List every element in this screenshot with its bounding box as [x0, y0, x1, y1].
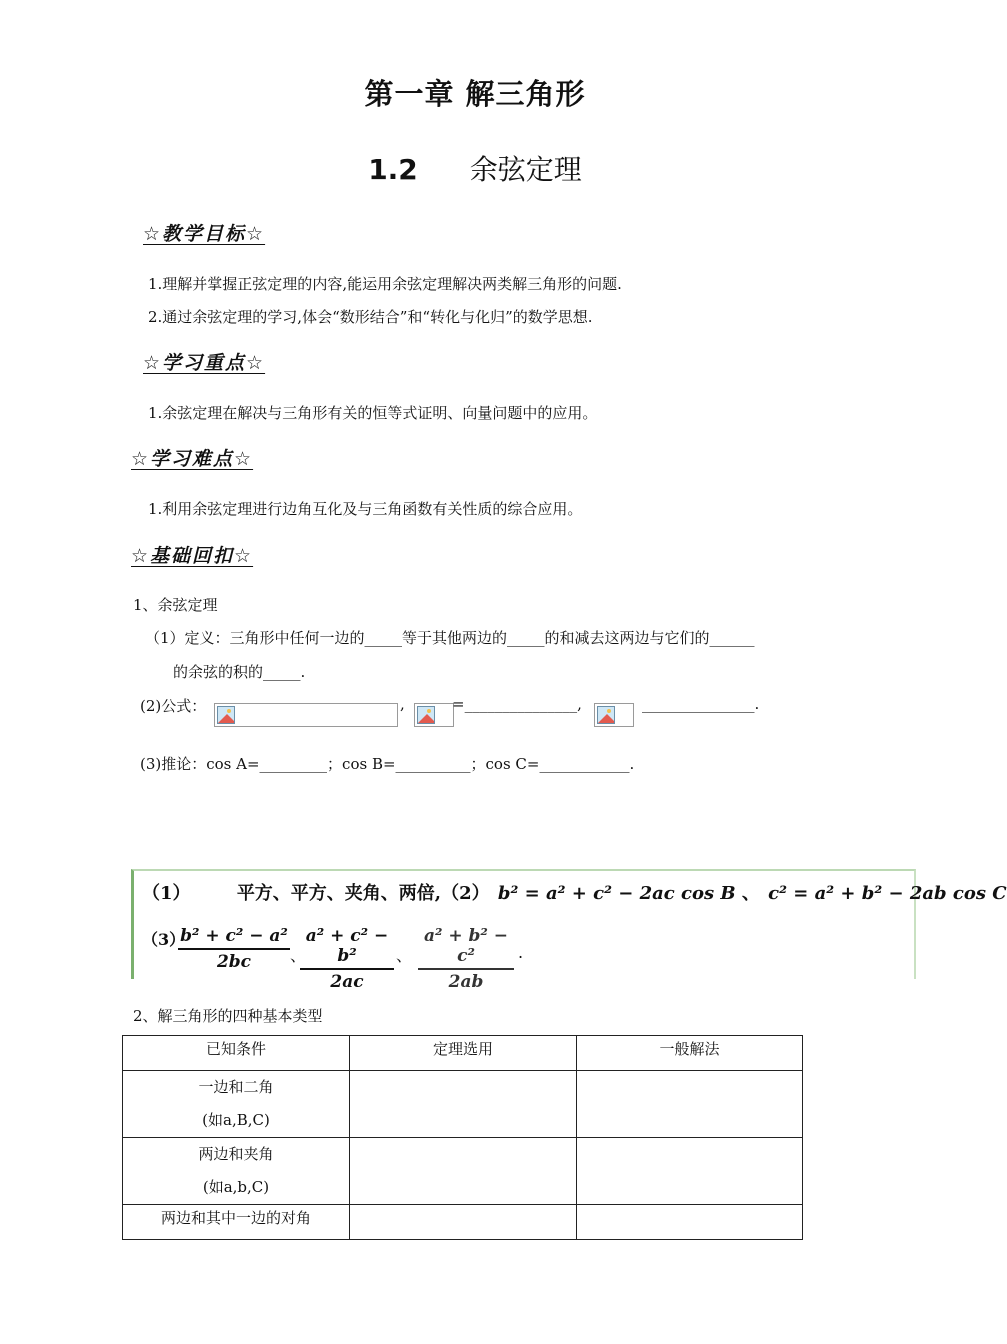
- fraction-cos-b-num: a² + c² − b²: [300, 926, 394, 970]
- table-cell-condition: [123, 1205, 350, 1240]
- difficulties-heading: ☆学习难点☆: [131, 448, 254, 470]
- table-row: [123, 1205, 803, 1240]
- condition-text: 两边和夹角: [198, 1145, 274, 1163]
- fraction-separator-1: 、: [290, 946, 307, 965]
- broken-image-icon: [597, 706, 615, 724]
- goal-item-1: 1.理解并掌握正弦定理的内容,能运用余弦定理解决两类解三角形的问题.: [148, 275, 622, 293]
- condition-example: (如a,b,C): [202, 1178, 270, 1196]
- formula-cos-b: b² = a² + c² − 2ac cos B: [497, 883, 736, 904]
- triangle-types-table: [122, 1035, 803, 1240]
- table-header: 定理选用: [350, 1036, 577, 1071]
- section-number: 1.2: [368, 153, 418, 186]
- chapter-title: 第一章 解三角形: [364, 77, 586, 111]
- table-cell-method: [577, 1205, 803, 1240]
- fraction-cos-a: [178, 926, 290, 972]
- table-cell-theorem: [350, 1071, 577, 1138]
- q1-title: 1、余弦定理: [133, 596, 218, 614]
- section-title: [0, 148, 950, 188]
- condition-text: 两边和其中一边的对角: [160, 1209, 311, 1227]
- fraction-cos-c: [418, 926, 514, 992]
- fraction-cos-a-num: b² + c² − a²: [178, 926, 290, 950]
- formula-image-1: [214, 703, 398, 727]
- table-cell-condition: [123, 1071, 350, 1138]
- broken-image-icon: [217, 706, 235, 724]
- table-cell-theorem: [350, 1138, 577, 1205]
- key-points-heading: ☆学习重点☆: [143, 352, 266, 374]
- fraction-cos-c-num: a² + b² − c²: [418, 926, 514, 970]
- formula-separator: ,: [400, 695, 405, 713]
- corollary-line: (3)推论：cos A=_________；cos B=__________；cos C=____________.: [140, 755, 635, 773]
- formula-label: (2)公式：: [140, 697, 207, 715]
- difficulty-item-1: 1.利用余弦定理进行边角互化及与三角函数有关性质的综合应用。: [148, 500, 583, 518]
- fraction-cos-c-den: 2ab: [448, 972, 484, 992]
- answer-image: [131, 869, 1007, 992]
- goal-item-2: 2.通过余弦定理的学习,体会“数形结合”和“转化与化归”的数学思想.: [148, 308, 593, 326]
- table-row: [123, 1138, 803, 1205]
- formula-image-3: [594, 703, 634, 727]
- formula-end-blank: _______________.: [642, 695, 760, 713]
- fraction-cos-b: [300, 926, 394, 992]
- table-cell-method: [577, 1071, 803, 1138]
- answer-separator: 、: [741, 883, 760, 904]
- answer-label-1: （1）: [142, 883, 191, 904]
- table-header: 一般解法: [577, 1036, 803, 1071]
- fraction-cos-b-den: 2ac: [330, 972, 364, 992]
- goals-heading: ☆教学目标☆: [143, 223, 266, 245]
- definition-line-1: （1）定义：三角形中任何一边的_____等于其他两边的_____的和减去这两边与它们的______: [145, 629, 755, 647]
- table-header: 已知条件: [123, 1036, 350, 1071]
- table-cell-method: [577, 1138, 803, 1205]
- table-cell-theorem: [350, 1205, 577, 1240]
- basics-heading: ☆基础回扣☆: [131, 545, 254, 567]
- formula-image-2: [414, 703, 454, 727]
- formula-equals-blank: =_______________,: [452, 695, 582, 713]
- condition-text: 一边和二角: [198, 1078, 274, 1096]
- key-point-item-1: 1.余弦定理在解决与三角形有关的恒等式证明、向量问题中的应用。: [148, 404, 598, 422]
- table-cell-condition: [123, 1138, 350, 1205]
- table-row: [123, 1071, 803, 1138]
- broken-image-icon: [417, 706, 435, 724]
- definition-line-2: 的余弦的积的_____.: [173, 663, 306, 681]
- answer-end-mark: .: [518, 943, 524, 962]
- answer-label-3: （3）: [142, 930, 186, 949]
- answer-text-1: 平方、平方、夹角、两倍,（2）: [236, 883, 490, 904]
- condition-example: (如a,B,C): [202, 1111, 270, 1129]
- formula-cos-c: c² = a² + b² − 2ab cos C: [768, 883, 1007, 904]
- fraction-separator-2: 、: [396, 946, 413, 965]
- table-header-row: [123, 1036, 803, 1071]
- q2-title: 2、解三角形的四种基本类型: [133, 1007, 323, 1025]
- answer-row-1: [142, 879, 1007, 905]
- section-name: 余弦定理: [469, 153, 582, 186]
- fraction-cos-a-den: 2bc: [216, 952, 252, 972]
